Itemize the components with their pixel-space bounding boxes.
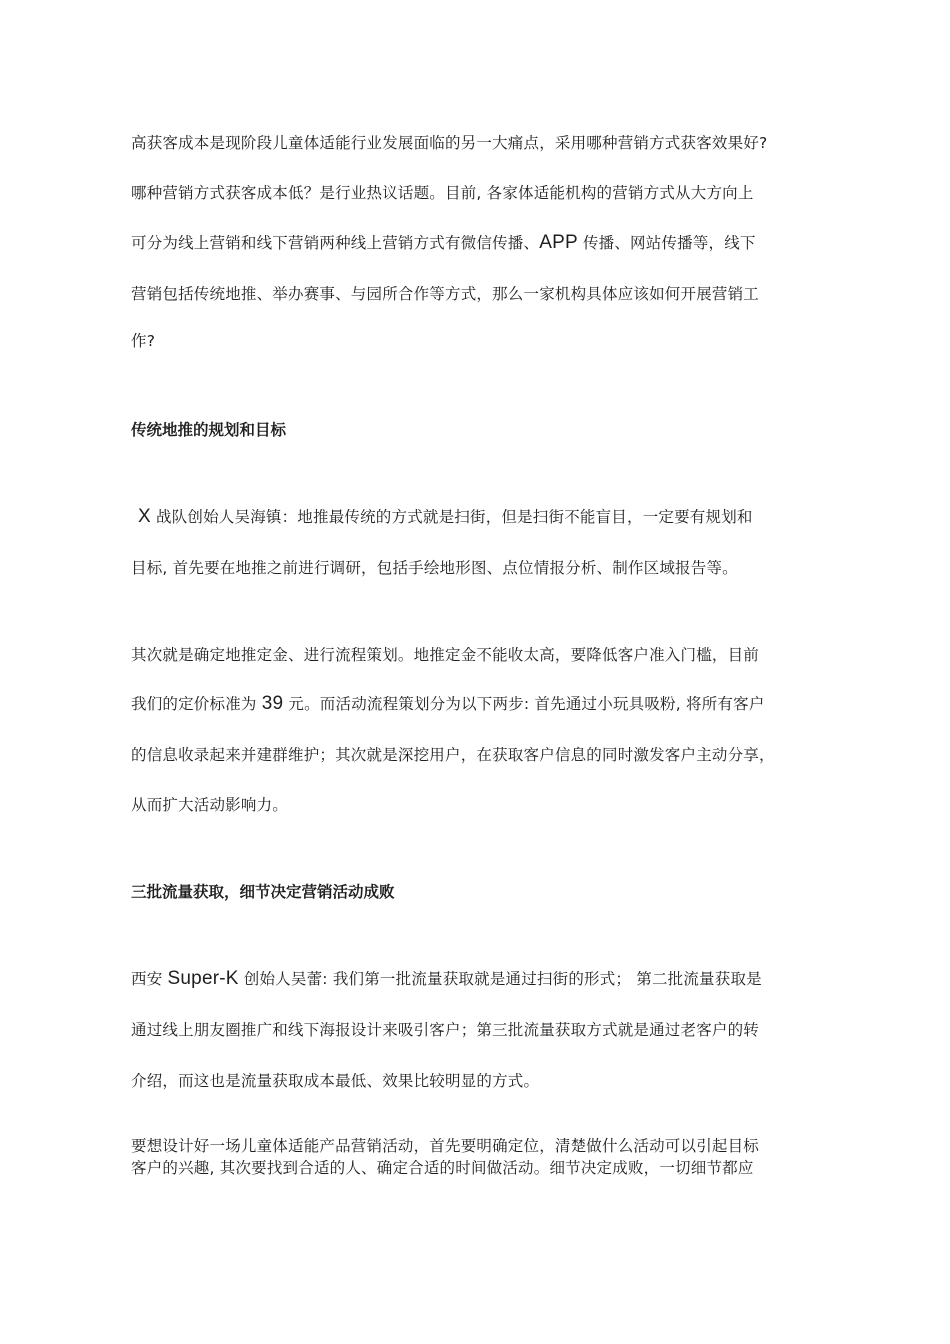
- paragraph-4-line-2: 通过线上朋友圈推广和线下海报设计来吸引客户；第三批流量获取方式就是通过老客户的转: [131, 1021, 760, 1039]
- paragraph-1-line-4: 营销包括传统地推、举办赛事、与园所合作等方式，那么一家机构具体应该如何开展营销工: [131, 285, 760, 303]
- paragraph-1-line-3-text-a: 可分为线上营销和线下营销两种线上营销方式有微信传播、: [131, 234, 540, 252]
- paragraph-4-line-3: 介绍，而这也是流量获取成本最低、效果比较明显的方式。: [131, 1072, 540, 1090]
- paragraph-1-line-5: 作?: [131, 332, 156, 350]
- paragraph-1-line-2: 哪种营销方式获客成本低？是行业热议话题。目前, 各家体适能机构的营销方式从大方向上: [131, 184, 754, 202]
- paragraph-1-line-1: 高获客成本是现阶段儿童体适能行业发展面临的另一大痛点，采用哪种营销方式获客效果好?: [131, 134, 768, 152]
- paragraph-1-line-3: [131, 233, 756, 253]
- paragraph-5-line-1: 要想设计好一场儿童体适能产品营销活动，首先要明确定位，清楚做什么活动可以引起目标: [131, 1137, 760, 1155]
- paragraph-3-line-3: 的信息收录起来并建群维护；其次就是深挖用户，在获取客户信息的同时激发客户主动分享，: [131, 746, 775, 764]
- paragraph-3-line-2-text-b: 元。而活动流程策划分为以下两步: 首先通过小玩具吸粉, 将所有客户: [283, 695, 765, 713]
- paragraph-4-line-1: [131, 969, 762, 989]
- paragraph-4-line-1-text-a: 西安: [131, 970, 168, 988]
- paragraph-4-line-1-text-b: 创始人吴蕾: 我们第一批流量获取就是通过扫街的形式； 第二批流量获取是: [238, 970, 762, 988]
- paragraph-2-line-1: [138, 507, 753, 527]
- paragraph-2-line-2: 目标, 首先要在地推之前进行调研，包括手绘地形图、点位情报分析、制作区域报告等。: [131, 559, 738, 577]
- section-heading-three-traffic-batches: 三批流量获取，细节决定营销活动成败: [131, 883, 395, 901]
- paragraph-5-line-2: 客户的兴趣, 其次要找到合适的人、确定合适的时间做活动。细节决定成败，一切细节都应: [131, 1159, 754, 1177]
- section-heading-traditional-promotion: 传统地推的规划和目标: [131, 421, 287, 439]
- x-team-term: X: [138, 506, 151, 527]
- paragraph-3-line-2: [131, 694, 765, 714]
- paragraph-1-line-3-text-b: 传播、网站传播等，线下: [577, 234, 756, 252]
- app-term: APP: [539, 232, 578, 253]
- paragraph-2-line-1-text: 战队创始人吴海镇：地推最传统的方式就是扫街，但是扫街不能盲目，一定要有规划和: [150, 508, 753, 526]
- super-k-term: Super-K: [167, 968, 239, 989]
- paragraph-3-line-2-text-a: 我们的定价标准为: [131, 695, 262, 713]
- paragraph-3-line-4: 从而扩大活动影响力。: [131, 796, 289, 814]
- price-number: 39: [261, 693, 284, 714]
- paragraph-3-line-1: 其次就是确定地推定金、进行流程策划。地推定金不能收太高，要降低客户准入门槛，目前: [131, 646, 760, 664]
